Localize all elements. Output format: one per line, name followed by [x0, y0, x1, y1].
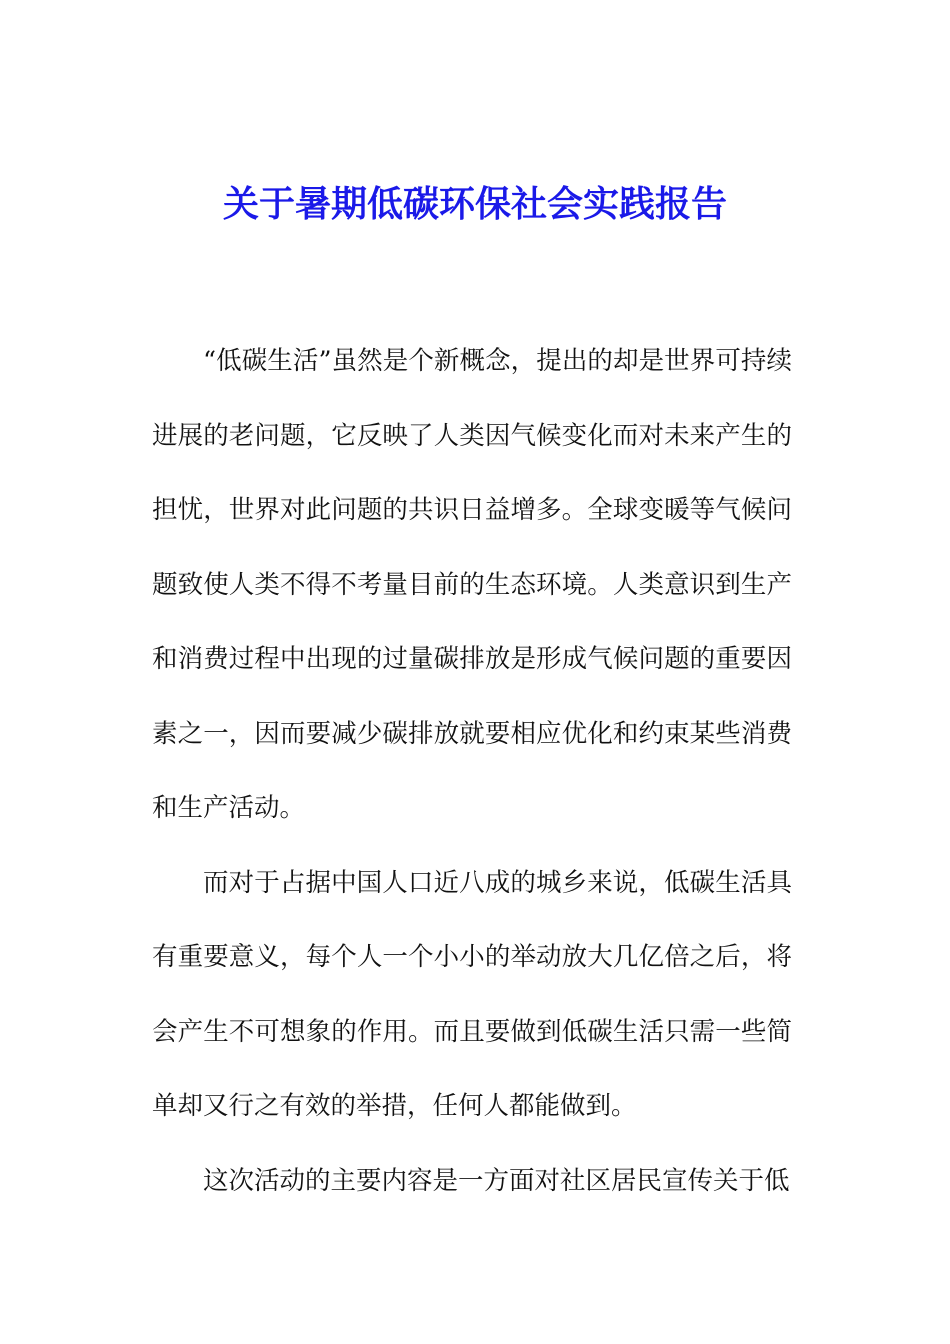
page-title: 关于暑期低碳环保社会实践报告 — [222, 183, 727, 225]
document-body — [152, 324, 792, 1218]
paragraph-3: 这次活动的主要内容是一方面对社区居民宣传关于低 — [203, 1165, 790, 1196]
paragraph-2: 而对于占据中国人口近八成的城乡来说，低碳生活具有重要意义，每个人一个小小的举动放大几亿倍之后，将会产生不可想象的作用。而且要做到低碳生活只需一些简单却又行之有效的举措，任何人都能做到。 — [152, 867, 792, 1121]
paragraph-1: “低碳生活”虽然是个新概念，提出的却是世界可持续进展的老问题，它反映了人类因气候变化而对未来产生的担忧，世界对此问题的共识日益增多。全球变暖等气候问题致使人类不得不考量目前的生态环境。人类意识到生产和消费过程中出现的过量碳排放是形成气候问题的重要因素之一，因而要减少碳排放就要相应优化和约束某些消费和生产活动。 — [152, 346, 792, 823]
